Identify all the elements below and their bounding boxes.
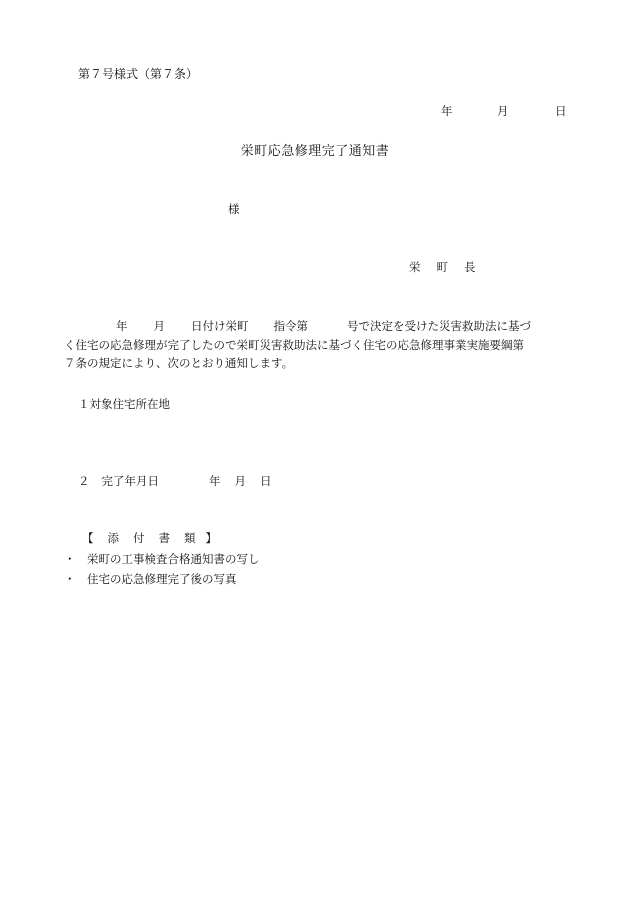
item-label: 完了年月日 <box>101 474 159 488</box>
date-line <box>0 106 630 120</box>
date-year-label: 年 <box>441 104 453 118</box>
issuer-char: 栄 <box>409 260 421 274</box>
bracket-close: 】 <box>205 531 217 545</box>
body-paragraph-line <box>64 321 531 333</box>
bullet: ・ <box>64 552 76 566</box>
body-date-reference: 日付け栄町 <box>191 319 249 333</box>
bracket-open: 【 <box>82 531 94 545</box>
form-number: 第７号様式（第７条） <box>78 67 199 81</box>
bullet: ・ <box>64 572 76 586</box>
heading-char: 書 <box>158 531 170 545</box>
body-order-label: 指令第 <box>273 319 308 333</box>
issuer <box>409 262 476 274</box>
attachment-item <box>64 554 260 566</box>
document-title: 栄町応急修理完了通知書 <box>240 144 390 159</box>
completion-month-label: 月 <box>234 474 246 488</box>
item-number: ２ <box>78 474 90 488</box>
attachment-item <box>64 574 237 586</box>
attachments-heading <box>82 533 217 545</box>
completion-year-label: 年 <box>209 474 221 488</box>
item-number: １ <box>78 397 90 411</box>
heading-char: 類 <box>184 531 196 545</box>
body-paragraph-line: く住宅の応急修理が完了したので栄町災害救助法に基づく住宅の応急修理事業実施要綱第 <box>64 338 524 352</box>
attachment-item-text: 住宅の応急修理完了後の写真 <box>87 572 237 586</box>
date-month-label: 月 <box>497 104 509 118</box>
completion-day-label: 日 <box>260 474 272 488</box>
attachment-item-text: 栄町の工事検査合格通知書の写し <box>87 552 260 566</box>
item-completion-date <box>78 476 272 488</box>
date-day-label: 日 <box>555 104 567 118</box>
item-label: 対象住宅所在地 <box>89 397 170 411</box>
issuer-char: 町 <box>436 260 448 274</box>
body-decision-text: 号で決定を受けた災害救助法に基づ <box>347 319 531 333</box>
addressee-suffix: 様 <box>228 202 240 216</box>
body-year-label: 年 <box>116 319 128 333</box>
issuer-char: 長 <box>464 260 476 274</box>
heading-char: 付 <box>133 531 145 545</box>
heading-char: 添 <box>107 531 119 545</box>
body-paragraph-line: ７条の規定により、次のとおり通知します。 <box>64 356 294 370</box>
item-target-address <box>78 399 170 411</box>
body-month-label: 月 <box>153 319 165 333</box>
